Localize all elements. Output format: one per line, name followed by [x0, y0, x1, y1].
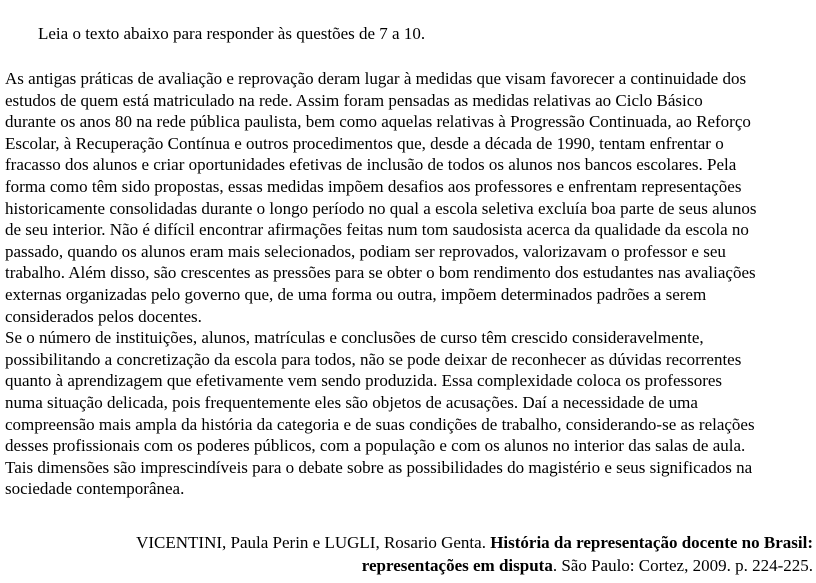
text-line: historicamente consolidadas durante o longo período no qual a escola seletiva excluía boa parte de seus alunos	[5, 198, 757, 218]
citation-line-2	[53, 554, 813, 577]
text-line: Tais dimensões são imprescindíveis para o debate sobre as possibilidades do magistério e seus significados na	[5, 457, 753, 477]
text-line: considerados pelos docentes.	[5, 306, 202, 326]
citation-authors: VICENTINI, Paula Perin e LUGLI, Rosario Genta.	[136, 533, 491, 552]
text-line: desses profissionais com os poderes públicos, com a população e com os alunos no interior das salas de aula.	[5, 436, 746, 456]
text-line: quanto à aprendizagem que efetivamente vem sendo produzida. Essa complexidade coloca os professores	[5, 371, 723, 391]
reading-passage	[5, 68, 814, 500]
text-line: As antigas práticas de avaliação e reprovação deram lugar à medidas que visam favorecer a continuidade dos	[5, 69, 747, 88]
text-line: de seu interior. Não é difícil encontrar afirmações feitas num tom saudosista acerca da qualidade da escola no	[5, 220, 749, 240]
text-line: trabalho. Além disso, são crescentes as pressões para se obter o bom rendimento dos estudantes nas avaliações	[5, 263, 756, 283]
text-line: possibilitando a concretização da escola para todos, não se pode deixar de reconhecer as dúvidas recorrentes	[5, 349, 742, 369]
citation-title-bold: História da representação docente no Brasil:	[490, 533, 813, 552]
text-line: compreensão mais ampla da história da categoria e de suas condições de trabalho, considerando-se as relações	[5, 414, 755, 434]
instruction-text: Leia o texto abaixo para responder às questões de 7 a 10.	[38, 24, 426, 43]
citation-line-1	[53, 531, 813, 554]
text-line: estudos de quem está matriculado na rede. Assim foram pensadas as medidas relativas ao Ciclo Básico	[5, 90, 703, 110]
citation-subtitle-bold: representações em disputa	[361, 556, 553, 575]
text-line: Escolar, à Recuperação Contínua e outros procedimentos que, desde a década de 1990, tentam enfrentar o	[5, 133, 724, 153]
text-line: durante os anos 80 na rede pública paulista, bem como aquelas relativas à Progressão Continuada, ao Reforço	[5, 112, 751, 132]
text-line: forma como têm sido propostas, essas medidas impõem desafios aos professores e enfrentam representações	[5, 176, 742, 196]
text-line: Se o número de instituições, alunos, matrículas e conclusões de curso têm crescido consideravelmente,	[5, 328, 704, 348]
text-line: externas organizadas pelo governo que, de uma forma ou outra, impõem determinados padrões a serem	[5, 284, 707, 304]
text-line: fracasso dos alunos e criar oportunidades efetivas de inclusão de todos os alunos nos bancos escolares. Pela	[5, 155, 737, 175]
citation-block	[53, 531, 813, 577]
text-line: passado, quando os alunos eram mais selecionados, podiam ser reprovados, valorizavam o professor e seu	[5, 241, 726, 261]
text-line: numa situação delicada, pois frequentemente eles são objetos de acusações. Daí a necessidade de uma	[5, 392, 698, 412]
passage-paragraph-1	[5, 68, 814, 327]
passage-paragraph-2	[5, 327, 814, 500]
citation-publisher: . São Paulo: Cortez, 2009. p. 224-225.	[552, 556, 813, 575]
text-line: sociedade contemporânea.	[5, 479, 185, 499]
